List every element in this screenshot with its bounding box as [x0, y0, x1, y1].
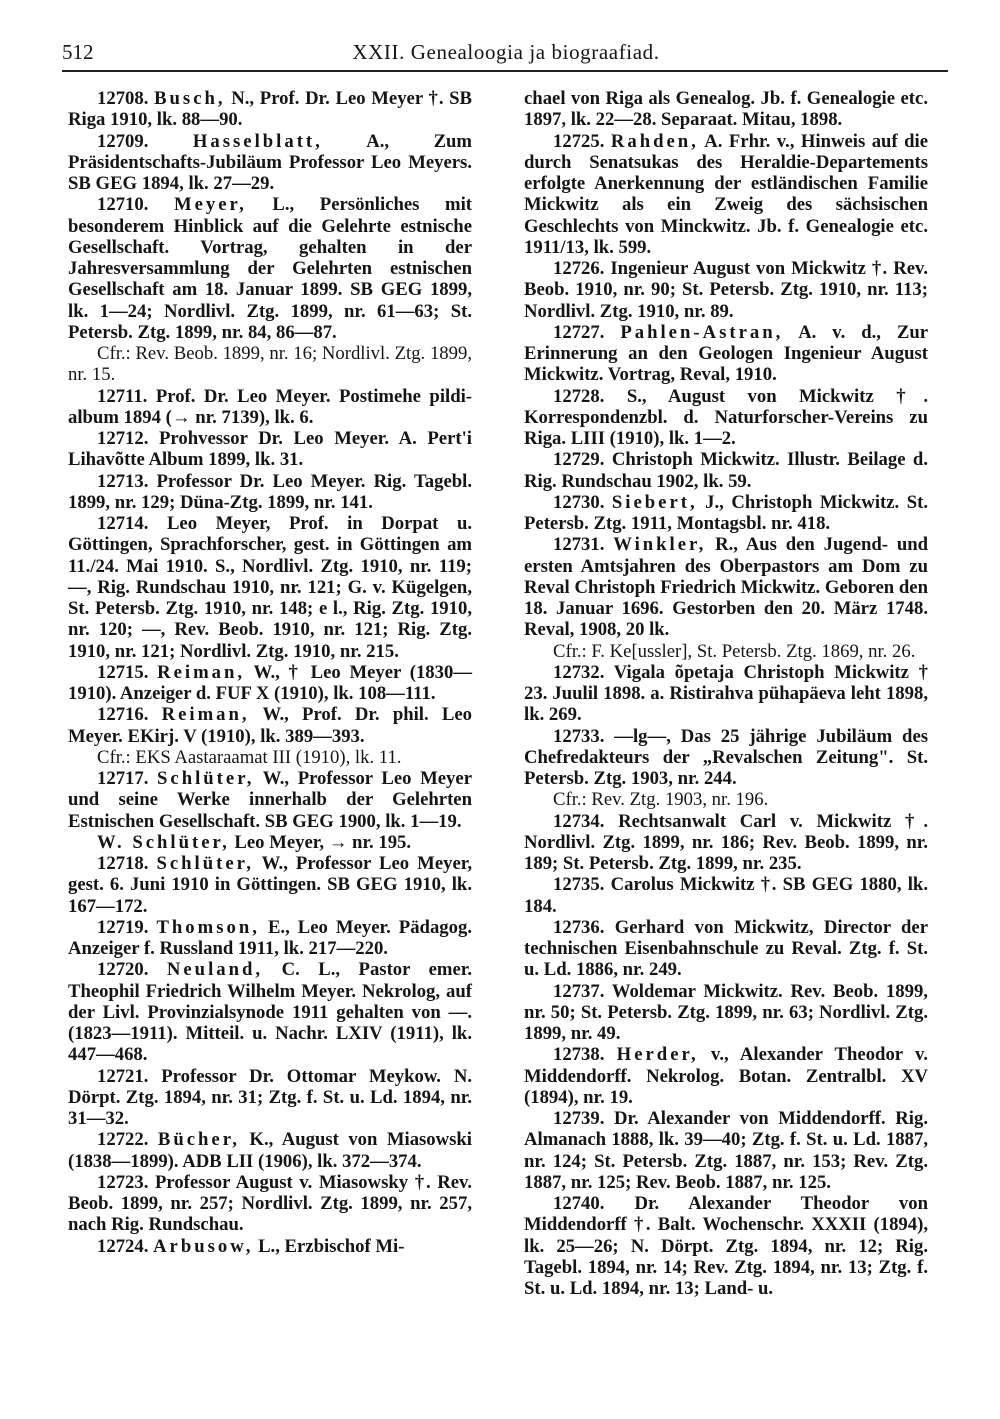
entry-number: 12715. [97, 661, 149, 683]
entry-author: Rahden, [610, 130, 699, 152]
entry-author: Meyer, [173, 194, 247, 216]
entry-text: W., Professor Leo Meyer und seine Werke innerhalb der Gelehrten Estnischen Gesellschaft. SB GEG 1900, lk. 1—19. [68, 768, 472, 832]
entry-number: 12736. [553, 916, 605, 938]
cfr-note: Cfr.: Rev. Beob. 1899, nr. 16; Nordlivl. Ztg. 1899, nr. 15. [68, 343, 472, 386]
bibliography-entry [524, 726, 928, 790]
bibliography-entry [524, 1108, 928, 1193]
entry-number: 12730. [553, 491, 605, 513]
bibliography-entry [68, 471, 472, 514]
entry-text: Professor Dr. Leo Meyer. Rig. Tagebl. 1899, nr. 129; Düna-Ztg. 1899, nr. 141. [68, 470, 472, 513]
entry-author: Arbusow, [153, 1235, 254, 1257]
entry-number: 12729. [553, 449, 605, 471]
bibliography-entry [524, 449, 928, 492]
entry-text: L., Erzbischof Mi- [258, 1235, 405, 1257]
bibliography-entry [524, 131, 928, 259]
entry-number: 12710. [97, 194, 149, 216]
entry-author: W. Schlüter, [97, 831, 230, 853]
entry-text: Vigala õpetaja Christoph Mickwitz † 23. Juulil 1898. a. Ristirahva pühapäeva leht 1898, lk. 269. [524, 661, 928, 726]
bibliography-entry [524, 662, 928, 726]
cfr-note: Cfr.: EKS Aastaraamat III (1910), lk. 11. [97, 746, 402, 768]
running-title: XXII. Genealoogia ja biograafiad. [352, 40, 660, 64]
entry-number: 12723. [97, 1171, 149, 1193]
entry-author: Schlüter, [156, 853, 254, 874]
bibliography-entry [68, 386, 472, 429]
bibliography-entry [68, 959, 472, 1065]
bibliography-entry [524, 386, 928, 450]
entry-number: 12722. [97, 1129, 149, 1151]
entry-text: chael von Riga als Genealog. Jb. f. Genealogie etc. 1897, lk. 22—28. Separaat. Mitau, 1898. [524, 88, 928, 131]
entry-text: A. v. d., Zur Erinnerung an den Geologen Ingenieur August Mickwitz. Vortrag, Reval, 1910. [524, 321, 929, 386]
cfr-note: Cfr.: F. Ke[ussler], St. Petersb. Ztg. 1869, nr. 26. [553, 640, 916, 662]
bibliography-entry [524, 874, 928, 917]
bibliography-entry [68, 768, 472, 832]
entry-text: R., Aus den Jugend- und ersten Amtsjahren des Oberpastors am Dom zu Reval Christoph Friedrich Mickwitz. Geboren den 18. Januar 1696. Gestorben den 20. März 1748. Reval, 1908, 20 lk. [524, 534, 929, 641]
entry-text: E., Leo Meyer. Pädagog. Anzeiger f. Russland 1911, lk. 217—220. [68, 916, 472, 959]
bibliography-entry [68, 513, 472, 662]
entry-number: 12731. [553, 534, 605, 556]
bibliography-entry [524, 492, 928, 535]
page-header [62, 36, 950, 72]
entry-author: Busch, [154, 88, 226, 109]
entry-text: W., † Leo Meyer (1830—1910). Anzeiger d. FUF X (1910), lk. 108—111. [68, 661, 473, 704]
entry-author: Pahlen-Astran, [620, 321, 784, 343]
entry-number: 12713. [97, 470, 149, 492]
entry-number: 12709. [97, 130, 149, 152]
entry-number: 12721. [97, 1065, 149, 1087]
bibliography-entry [68, 428, 472, 471]
entry-number: 12733. [553, 725, 605, 747]
entry-number: 12720. [97, 959, 149, 981]
entry-text: A. Frhr. v., Hinweis auf die durch Senatsukas des Heraldie-Departements erfolgte Anerkennung der estländischen Familie Mickwitz als ein Zweig des sächsischen Geschlechts von Minckwitz. Jb. f. Genealogie etc. 1911/13, lk. 599. [524, 130, 929, 258]
entry-number: 12718. [97, 853, 149, 874]
bibliography-entry [68, 917, 472, 960]
entry-author: Herder, [616, 1044, 699, 1066]
left-column [68, 88, 472, 1257]
entry-number: 12724. [97, 1235, 149, 1257]
entry-number: 12732. [553, 661, 605, 683]
bibliography-entry [68, 832, 472, 853]
entry-number: 12738. [553, 1044, 605, 1066]
bibliography-entry [524, 1044, 928, 1108]
entry-number: 12728. [553, 385, 605, 407]
entry-number: 12740. [553, 1193, 605, 1214]
bibliography-entry [68, 1172, 472, 1236]
entry-author: Reiman, [161, 704, 250, 726]
bibliography-entry [68, 1129, 472, 1172]
bibliography-entry [524, 258, 928, 322]
bibliography-entry [68, 1236, 472, 1257]
entry-text: Woldemar Mickwitz. Rev. Beob. 1899, nr. 50; St. Petersb. Ztg. 1899, nr. 63; Nordlivl. Ztg. 1899, nr. 49. [524, 980, 928, 1044]
bibliography-entry [524, 88, 928, 131]
entry-text: —lg—, Das 25 jährige Jubiläum des Chefredakteurs der „Revalschen Zeitung". St. Petersb. Ztg. 1903, nr. 244. [524, 725, 929, 789]
entry-text: Prof. Dr. Leo Meyer. Postimehe pildi-album 1894 (→ nr. 7139), lk. 6. [68, 385, 473, 428]
bibliography-entry [68, 704, 472, 747]
entry-text: C. L., Pastor emer. Theophil Friedrich Wilhelm Meyer. Nekrolog, auf der Livl. Provinzialsynode 1911 gehalten von —. (1823—1911). Mitteil. u. Nachr. LXIV (1911), lk. 447—468. [68, 959, 473, 1066]
entry-text: Dr. Alexander von Middendorff. Rig. Almanach 1888, lk. 39—40; Ztg. f. St. u. Ld. 1887, nr. 124; St. Petersb. Ztg. 1887, nr. 153; Rev. Ztg. 1887, nr. 125; Rev. Beob. 1887, nr. 125. [524, 1108, 928, 1193]
bibliography-entry [68, 1066, 472, 1130]
entry-text: Christoph Mickwitz. Illustr. Beilage d. Rig. Rundschau 1902, lk. 59. [524, 449, 928, 492]
entry-text: Rechtsanwalt Carl v. Mickwitz †. Nordlivl. Ztg. 1899, nr. 186; Rev. Beob. 1899, nr. 189; St. Petersb. Ztg. 1899, nr. 235. [524, 810, 929, 874]
entry-number: 12711. [97, 385, 148, 407]
bibliography-entry [524, 534, 928, 640]
entry-text: L., Persönliches mit besonderem Hinblick auf die Gelehrte estnische Gesellschaft. Vortrag, gehalten in der Jahresversammlung der Gelehrten estnischen Gesellschaft am 18. Januar 1899. SB GEG 1899, lk. 1—24; Nordlivl. Ztg. 1899, nr. 61—63; St. Petersb. Ztg. 1899, nr. 84, 86—87. [68, 194, 473, 343]
entry-number: 12717. [97, 768, 149, 789]
entry-author: Thomson, [156, 916, 260, 938]
bibliography-entry [524, 981, 928, 1045]
entry-number: 12727. [553, 321, 605, 343]
entry-text: Prohvessor Dr. Leo Meyer. A. Pert'i Lihavõtte Album 1899, lk. 31. [68, 428, 473, 471]
entry-number: 12737. [553, 980, 605, 1002]
page-number: 512 [62, 40, 94, 64]
bibliography-entry [68, 853, 472, 917]
entry-number: 12716. [97, 704, 149, 726]
entry-author: Schlüter, [157, 768, 255, 789]
entry-text: Ingenieur August von Mickwitz †. Rev. Beob. 1910, nr. 90; St. Petersb. Ztg. 1910, nr. 113; Nordlivl. Ztg. 1910, nr. 89. [524, 258, 929, 322]
entry-author: Bücher, [157, 1129, 240, 1151]
entry-text: J., Christoph Mickwitz. St. Petersb. Ztg. 1911, Montagsbl. nr. 418. [524, 491, 929, 534]
entry-number: 12719. [97, 916, 149, 938]
bibliography-entry [524, 322, 928, 386]
bibliography-entry [68, 662, 472, 705]
entry-author: Neuland, [166, 959, 264, 981]
entry-number: 12725. [553, 130, 605, 152]
entry-text: Professor August v. Miasowsky †. Rev. Beob. 1899, nr. 257; Nordlivl. Ztg. 1899, nr. 257, nach Rig. Rundschau. [68, 1171, 472, 1236]
entry-author: Siebert, [611, 491, 698, 513]
entry-text: Professor Dr. Ottomar Meykow. N. Dörpt. Ztg. 1894, nr. 31; Ztg. f. St. u. Ld. 1894, nr. 31—32. [68, 1065, 472, 1129]
entry-text: N., Prof. Dr. Leo Meyer †. SB Riga 1910, lk. 88—90. [68, 88, 473, 131]
bibliography-entry [68, 194, 472, 343]
entry-number: 12739. [553, 1108, 605, 1129]
entry-text: W., Prof. Dr. phil. Leo Meyer. EKirj. V (1910), lk. 389—393. [68, 704, 472, 747]
entry-number: 12735. [553, 874, 605, 896]
entry-number: 12714. [97, 513, 149, 534]
entry-text: K., August von Miasowski (1838—1899). ADB LII (1906), lk. 372—374. [68, 1129, 473, 1172]
entry-text: v., Alexander Theodor v. Middendorff. Nekrolog. Botan. Zentralbl. XV (1894), nr. 19. [524, 1044, 929, 1108]
entry-author: Hasselblatt, [192, 130, 323, 152]
entry-author: Winkler, [613, 534, 707, 556]
cfr-note: Cfr.: Rev. Ztg. 1903, nr. 196. [553, 789, 769, 811]
entry-text: A., Zum Präsidentschafts-Jubiläum Professor Leo Meyers. SB GEG 1894, lk. 27—29. [68, 130, 472, 194]
bibliography-entry [68, 88, 472, 131]
entry-author: Reiman, [157, 661, 246, 683]
entry-number: 12726. [553, 258, 605, 279]
entry-text: Gerhard von Mickwitz, Director der technischen Eisenbahnschule zu Reval. Ztg. f. St. u. Ld. 1886, nr. 249. [524, 916, 929, 981]
entry-text: Leo Meyer, → nr. 195. [234, 831, 412, 853]
bibliography-entry [524, 811, 928, 875]
entry-text: Dr. Alexander Theodor von Middendorff †. Balt. Wochenschr. XXXII (1894), lk. 25—26; N. Dörpt. Ztg. 1894, nr. 12; Rig. Tagebl. 1894, nr. 14; Rev. Ztg. 1894, nr. 13; Ztg. f. St. u. Ld. 1894, nr. 13; Land- u. [524, 1193, 928, 1299]
header-rule [62, 70, 948, 72]
entry-text: Carolus Mickwitz †. SB GEG 1880, lk. 184. [524, 874, 928, 917]
entry-number: 12712. [97, 428, 149, 449]
entry-number: 12708. [97, 88, 149, 109]
bibliography-entry [524, 1193, 928, 1299]
bibliography-entry [524, 917, 928, 981]
entry-number: 12734. [553, 810, 605, 832]
entry-text: Leo Meyer, Prof. in Dorpat u. Göttingen, Sprachforscher, gest. in Göttingen am 11./24. Mai 1910. S., Nordlivl. Ztg. 1910, nr. 119; —, Rig. Rundschau 1910, nr. 121; G. v. Kügelgen, St. Petersb. Ztg. 1910, nr. 148; e l., Rig. Ztg. 1910, nr. 120; —, Rev. Beob. 1910, nr. 121; Rig. Ztg. 1910, nr. 121; Nordlivl. Ztg. 1910, nr. 215. [68, 513, 473, 662]
entry-text: W., Professor Leo Meyer, gest. 6. Juni 1910 in Göttingen. SB GEG 1910, lk. 167—172. [68, 853, 472, 917]
right-column [524, 88, 928, 1299]
entry-text: S., August von Mickwitz †. Korrespondenzbl. d. Naturforscher-Vereins zu Riga. LIII (1910), lk. 1—2. [524, 385, 928, 449]
bibliography-entry [68, 131, 472, 195]
